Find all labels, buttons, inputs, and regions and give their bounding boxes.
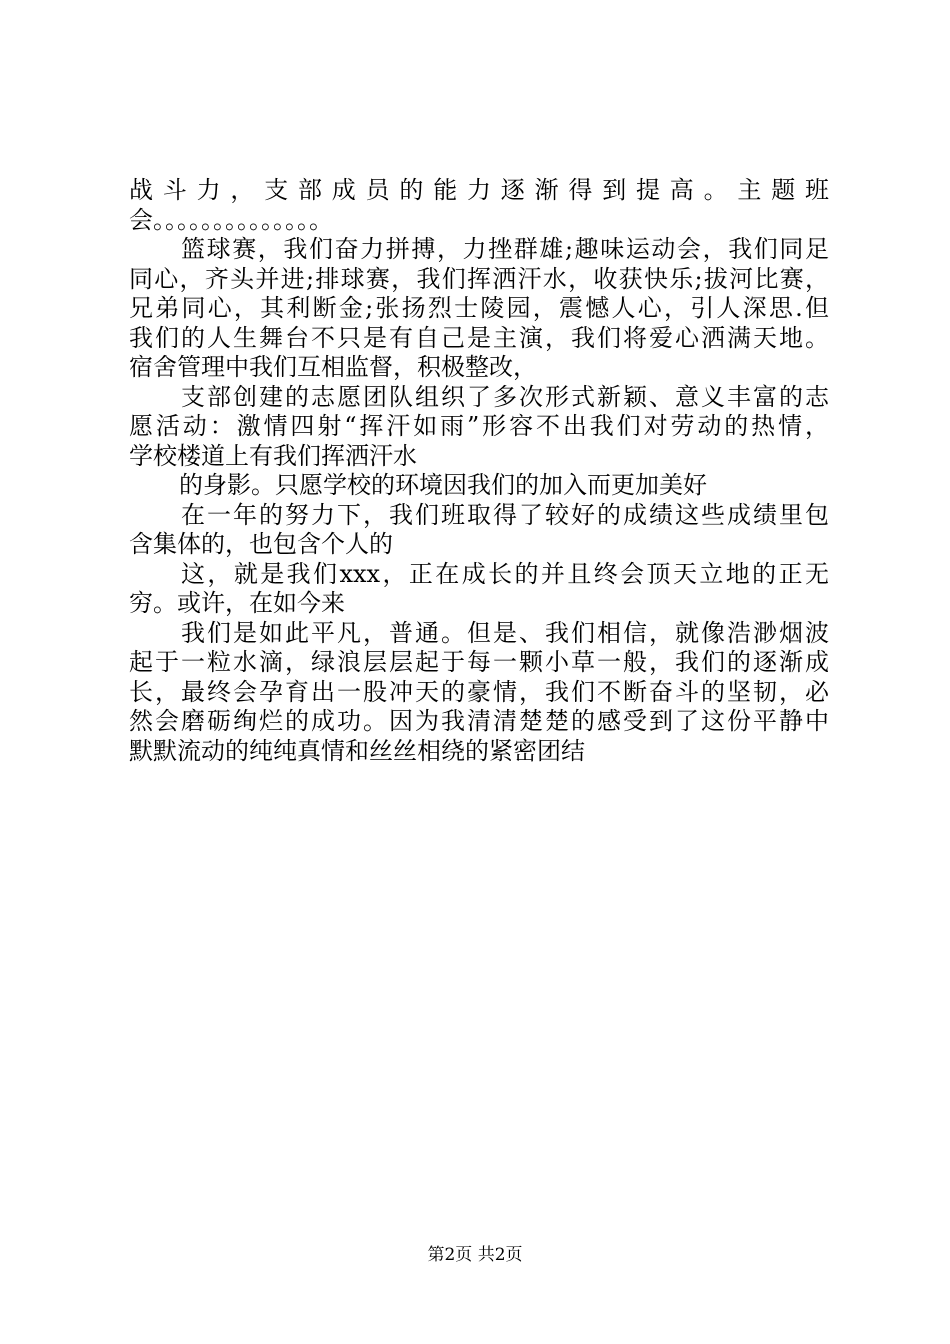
text-line: 学校楼道上有我们挥洒汗水 <box>129 441 417 470</box>
text-line: 含集体的，也包含个人的 <box>129 530 393 558</box>
text-line: 愿活动：激情四射“挥汗如雨”形容不出我们对劳动的热情， <box>129 412 829 440</box>
text-line: 这，就是我们xxx，正在成长的并且终会顶天立地的正无 <box>181 559 829 588</box>
text-line: 篮球赛，我们奋力拼搏，力挫群雄;趣味运动会，我们同足 <box>181 235 829 263</box>
text-line: 起于一粒水滴，绿浪层层起于每一颗小草一般，我们的逐渐成 <box>129 648 829 676</box>
text-line: 的身影。只愿学校的环境因我们的加入而更加美好 <box>179 471 707 499</box>
text-line: 长，最终会孕育出一股冲天的豪情，我们不断奋斗的坚韧，必 <box>129 677 829 706</box>
text-line: 同心，齐头并进;排球赛，我们挥洒汗水，收获快乐;拔河比赛， <box>129 264 829 293</box>
text-line: 兄弟同心，其利断金;张扬烈士陵园，震憾人心，引人深思.但 <box>129 294 829 322</box>
page-footer: 第2页 共2页 <box>427 1245 523 1265</box>
text-line: 战斗力，支部成员的能力逐渐得到提高。主题班 <box>129 176 829 204</box>
text-line: 会。。。。。。。。。。。。。。 <box>129 205 333 234</box>
text-line: 宿舍管理中我们互相监督，积极整改， <box>129 353 537 381</box>
text-line: 穷。或许，在如今来 <box>129 589 345 617</box>
document-body <box>129 176 829 766</box>
text-line: 然会磨砺绚烂的成功。因为我清清楚楚的感受到了这份平静中 <box>129 707 829 735</box>
text-line: 在一年的努力下，我们班取得了较好的成绩这些成绩里包 <box>181 500 829 529</box>
text-line: 默默流动的纯纯真情和丝丝相绕的紧密团结 <box>129 736 585 765</box>
text-line: 我们是如此平凡，普通。但是、我们相信，就像浩渺烟波 <box>181 618 829 647</box>
text-line: 我们的人生舞台不只是有自己是主演，我们将爱心洒满天地。 <box>129 323 829 352</box>
text-line: 支部创建的志愿团队组织了多次形式新颖、意义丰富的志 <box>181 382 829 411</box>
